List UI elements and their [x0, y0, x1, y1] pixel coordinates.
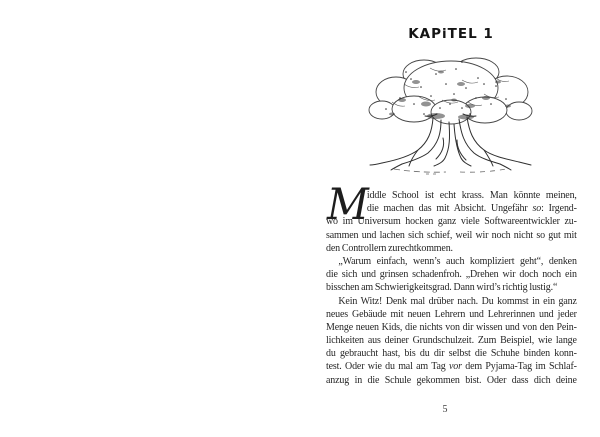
- text-segment: dem Pyjama-Tag im Schlaf-: [461, 361, 577, 373]
- text-segment-italic: vor: [448, 361, 462, 373]
- text-segment: die machen das mit Absicht. Ungefähr: [366, 203, 533, 215]
- chapter-body-text: [326, 180, 577, 387]
- text-segment: test. Oder wie du mal am Tag: [326, 361, 449, 373]
- oak-tree-illustration: [366, 54, 536, 177]
- text-line: den Controllern zurechtkommen.: [326, 242, 453, 254]
- text-line: [326, 360, 577, 373]
- text-line: du gebraucht hast, bis du dir selbst die Schuhe binden konn-: [326, 348, 577, 360]
- paragraph-1: [326, 180, 577, 255]
- drop-cap-letter: M: [326, 180, 369, 230]
- page-right: [300, 0, 600, 437]
- paragraph-3: [326, 295, 577, 387]
- text-line: lichkeiten aus deiner Grundschulzeit. Zum Beispiel, wie lange: [326, 335, 577, 347]
- tree-drawing: [366, 54, 536, 177]
- text-line: anzug in die Schule gekommen bist. Oder dass dich deine: [326, 374, 577, 386]
- text-segment-italic: so: [532, 203, 542, 215]
- text-line: die sich und grinsen schadenfroh. „Drehen wir doch noch ein: [326, 269, 577, 281]
- text-line: neues Gebäude mit neuen Lehrern und Lehrerinnen und jeder: [326, 308, 577, 320]
- text-segment: : Irgend-: [541, 203, 577, 215]
- text-line: Kein Witz! Denk mal drüber nach. Du kommst in ein ganz: [338, 295, 577, 307]
- page-number: 5: [442, 404, 448, 415]
- paragraph-2: [326, 255, 577, 295]
- text-line: sammen und lachen sich schief, weil wir noch nicht so gut mit: [326, 229, 577, 241]
- chapter-heading: KAPiTEL 1: [408, 26, 494, 42]
- text-line: wo im Universum hocken ganz viele Softwareentwickler zu-: [326, 216, 577, 228]
- text-line: „Warum einfach, wenn’s auch kompliziert geht“, denken: [338, 255, 577, 267]
- text-line: Menge neuen Kids, die nichts von dir wissen und von den Pein-: [326, 321, 577, 333]
- text-line: bisschen am Schwierigkeitsgrad. Dann wird’s richtig lustig.“: [326, 282, 558, 294]
- text-line: iddle School ist echt krass. Man könnte meinen,: [366, 190, 577, 201]
